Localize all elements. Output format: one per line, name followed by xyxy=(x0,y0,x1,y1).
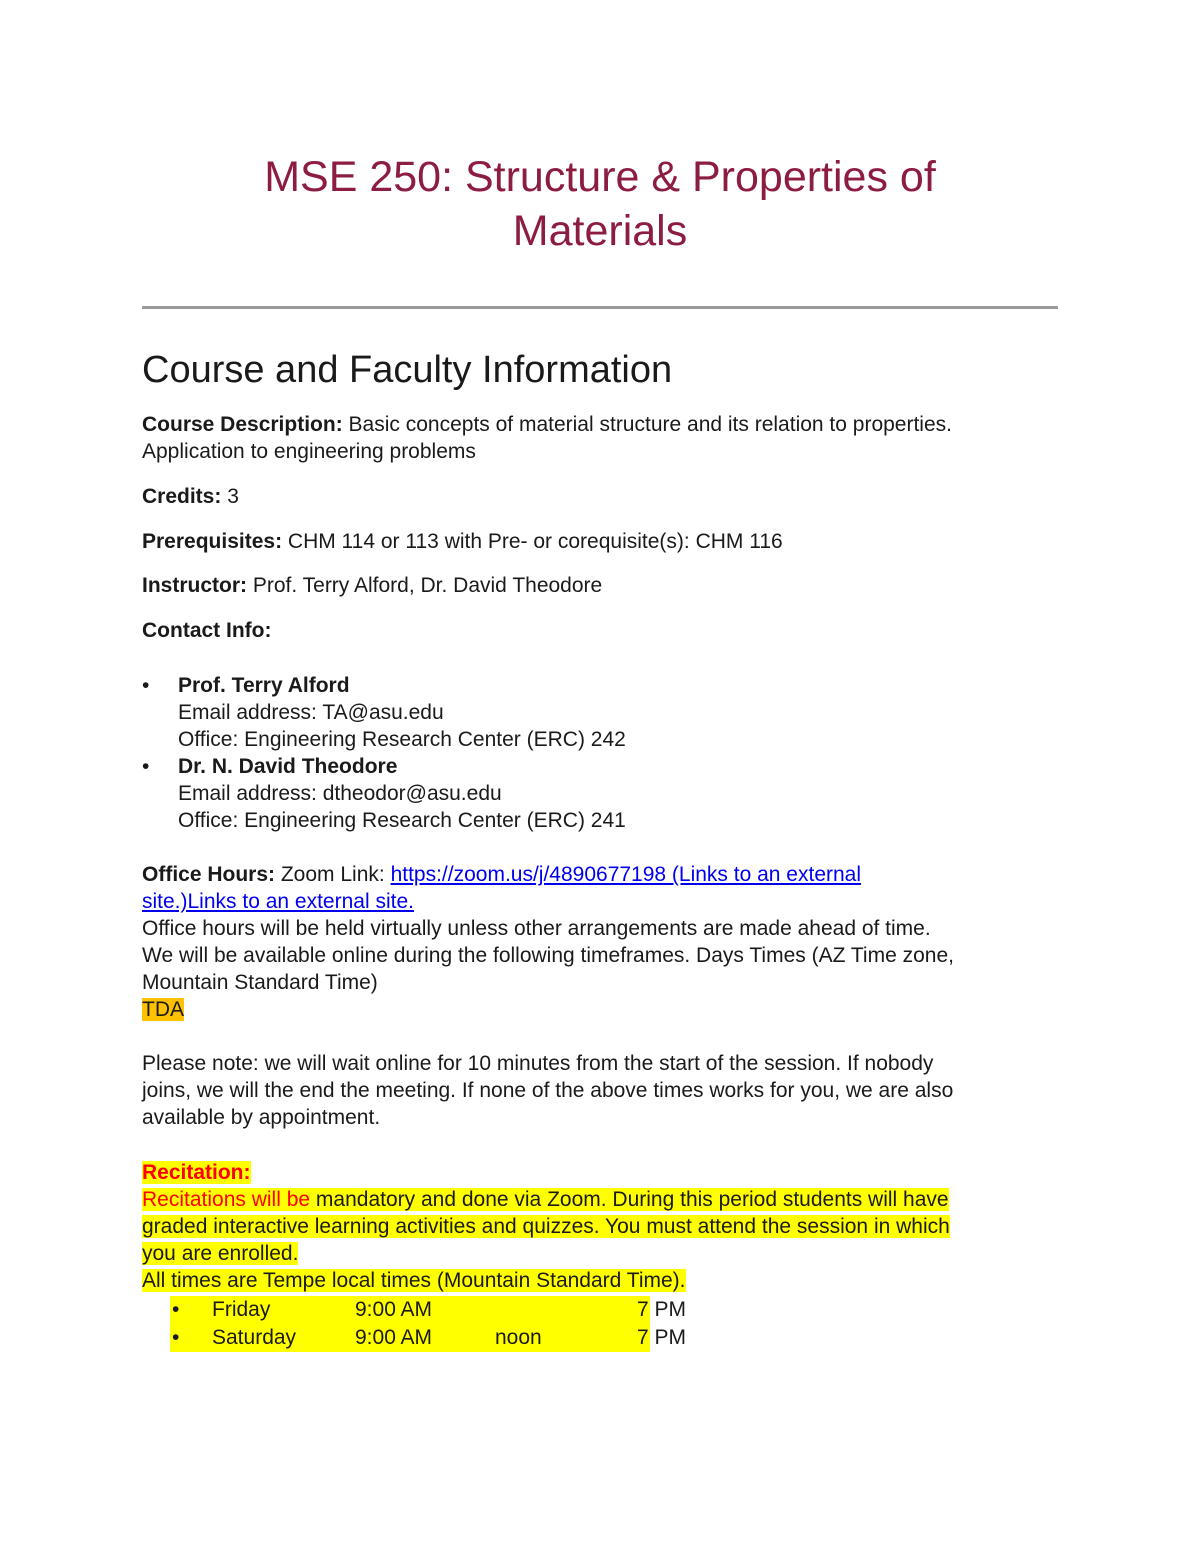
bullet: • xyxy=(142,674,150,697)
recitation-label: Recitation: xyxy=(142,1161,251,1184)
recitation-time-row xyxy=(170,1324,690,1352)
zoom-prefix: Zoom Link: xyxy=(275,863,391,886)
recitation xyxy=(142,1159,1058,1294)
credits xyxy=(142,483,1058,510)
contact-info-label: Contact Info: xyxy=(142,619,272,642)
contact-item xyxy=(142,672,626,753)
contact-email: Email address: dtheodor@asu.edu xyxy=(178,782,502,805)
document-title-line2: Materials xyxy=(512,207,688,255)
note-text: Please note: we will wait online for 10 minutes from the start of the session. If nobody xyxy=(142,1052,934,1075)
recitation-text: mandatory and done via Zoom. During this period students will have xyxy=(310,1188,949,1211)
section-heading: Course and Faculty Information xyxy=(142,349,673,391)
recitation-day: Friday xyxy=(212,1298,271,1321)
office-hours-text: Office hours will be held virtually unless other arrangements are made ahead of time. xyxy=(142,917,931,940)
instructor xyxy=(142,572,1058,599)
recitation-start-time: 9:00 AM xyxy=(355,1298,433,1321)
contact-list xyxy=(142,672,626,834)
recitation-time-row xyxy=(170,1296,690,1324)
recitation-text: All times are Tempe local times (Mountain Standard Time). xyxy=(142,1269,686,1292)
contact-email: Email address: TA@asu.edu xyxy=(178,701,444,724)
external-site-link[interactable]: site.)Links to an external site. xyxy=(142,890,414,913)
contact-name: Dr. N. David Theodore xyxy=(178,755,398,778)
course-description xyxy=(142,411,1058,465)
recitation-text: graded interactive learning activities and quizzes. You must attend the session in which xyxy=(142,1215,950,1238)
note-text: joins, we will the end the meeting. If none of the above times works for you, we are also xyxy=(142,1079,954,1102)
bullet: • xyxy=(172,1326,180,1349)
prerequisites-value: CHM 114 or 113 with Pre- or corequisite(s): CHM 116 xyxy=(282,530,783,553)
zoom-link[interactable]: https://zoom.us/j/4890677198 (Links to an external xyxy=(390,863,862,886)
course-description-text2: Application to engineering problems xyxy=(142,440,476,463)
document-title-line1: MSE 250: Structure & Properties of xyxy=(264,153,936,201)
office-hours xyxy=(142,861,1058,1023)
recitation-text: you are enrolled. xyxy=(142,1242,299,1265)
course-description-label: Course Description: xyxy=(142,413,343,436)
credits-label: Credits: xyxy=(142,485,222,508)
recitation-red-text: Recitations will be xyxy=(142,1188,311,1211)
contact-name: Prof. Terry Alford xyxy=(178,674,350,697)
recitation-start-time: 9:00 AM xyxy=(355,1326,433,1349)
contact-info xyxy=(142,617,1058,644)
contact-office: Office: Engineering Research Center (ERC) 241 xyxy=(178,809,626,832)
horizontal-rule xyxy=(142,306,1058,309)
office-hours-text: Mountain Standard Time) xyxy=(142,971,378,994)
bullet: • xyxy=(172,1298,180,1321)
contact-item xyxy=(142,753,626,834)
course-description-text: Basic concepts of material structure and its relation to properties. xyxy=(342,413,952,436)
please-note xyxy=(142,1050,1058,1131)
recitation-mid-time: noon xyxy=(495,1326,542,1349)
bullet: • xyxy=(142,755,150,778)
document-title xyxy=(0,150,1200,258)
instructor-value: Prof. Terry Alford, Dr. David Theodore xyxy=(247,574,603,597)
office-hours-text: We will be available online during the following timeframes. Days Times (AZ Time zone, xyxy=(142,944,954,967)
prerequisites-label: Prerequisites: xyxy=(142,530,283,553)
credits-value: 3 xyxy=(221,485,239,508)
recitation-day: Saturday xyxy=(212,1326,297,1349)
prerequisites xyxy=(142,528,1058,555)
tda-highlight: TDA xyxy=(142,998,184,1021)
instructor-label: Instructor: xyxy=(142,574,247,597)
contact-office: Office: Engineering Research Center (ERC) 242 xyxy=(178,728,626,751)
recitation-end-time: 7 PM xyxy=(637,1326,687,1349)
note-text: available by appointment. xyxy=(142,1106,381,1129)
office-hours-label: Office Hours: xyxy=(142,863,276,886)
recitation-end-time: 7 PM xyxy=(637,1298,687,1321)
